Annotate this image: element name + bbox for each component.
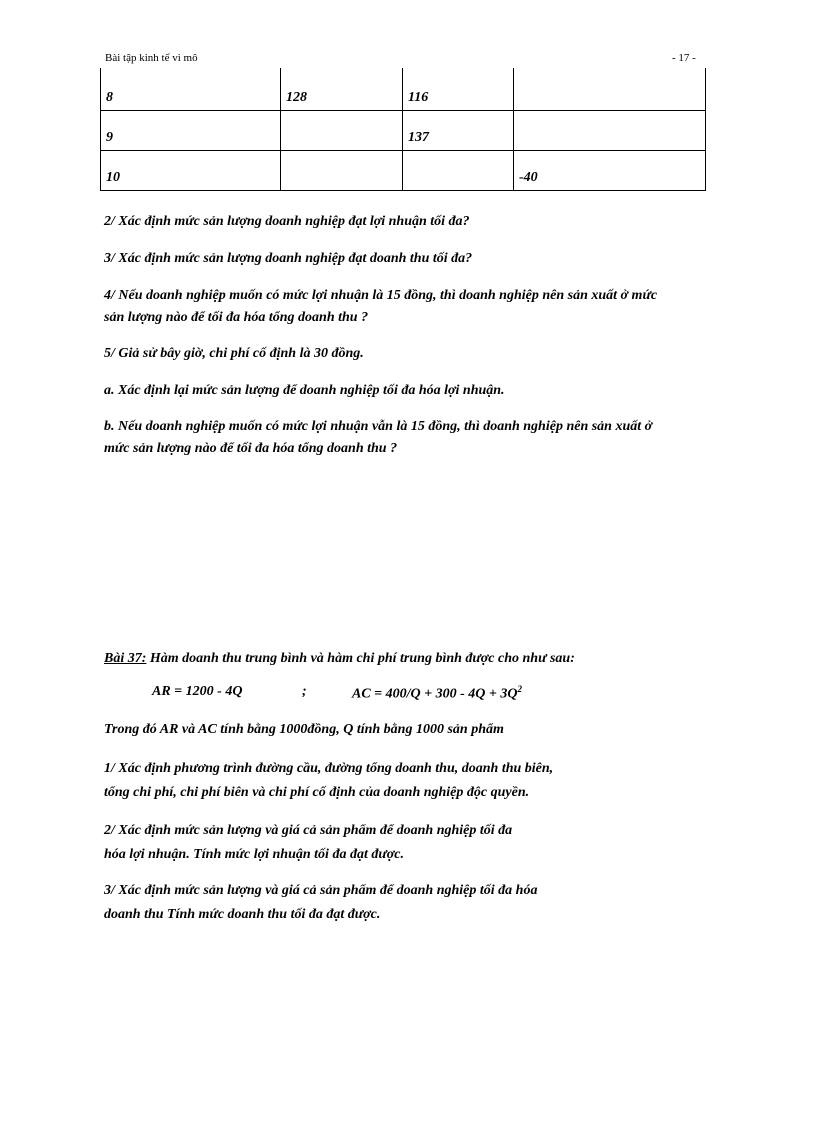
question-5b-line1: b. Nếu doanh nghiệp muốn có mức lợi nhuận vẫn là 15 đồng, thì doanh nghiệp nên sản xuất ở	[104, 419, 653, 434]
table-cell: -40	[514, 150, 706, 190]
ac-formula-text: AC = 400/Q + 300 - 4Q + 3Q	[352, 686, 518, 702]
units-note: Trong đó AR và AC tính bằng 1000đồng, Q tính bằng 1000 sản phẩm	[104, 722, 504, 737]
exercise-37-question-3	[104, 880, 769, 926]
table-cell: 9	[101, 110, 281, 150]
exercise-37-intro: Hàm doanh thu trung bình và hàm chi phí trung bình được cho như sau:	[146, 651, 575, 666]
question-4	[104, 285, 769, 329]
question-5b-line2: mức sản lượng nào để tối đa hóa tổng doanh thu ?	[104, 441, 398, 456]
ar-formula: AR = 1200 - 4Q	[152, 684, 243, 699]
question-5b	[104, 416, 769, 460]
exercise-37-q2-line2: hóa lợi nhuận. Tính mức lợi nhuận tối đa đạt được.	[104, 847, 404, 862]
exercise-37-question-1	[104, 758, 769, 804]
exercise-37-q3-line2: doanh thu Tính mức doanh thu tối đa đạt được.	[104, 907, 381, 922]
table-cell: 8	[101, 68, 281, 110]
ac-formula	[352, 684, 522, 703]
exercise-37-heading	[104, 648, 769, 670]
table-cell: 116	[403, 68, 514, 110]
table-cell	[514, 68, 706, 110]
table-cell	[281, 150, 403, 190]
table-cell: 137	[403, 110, 514, 150]
question-4-line2: sản lượng nào để tối đa hóa tổng doanh thu ?	[104, 310, 369, 325]
table-cell: 10	[101, 150, 281, 190]
question-3: 3/ Xác định mức sản lượng doanh nghiệp đạt doanh thu tối đa?	[104, 251, 473, 266]
question-4-line1: 4/ Nếu doanh nghiệp muốn có mức lợi nhuận là 15 đồng, thì doanh nghiệp nên sản xuất ở mức	[104, 288, 658, 303]
question-5: 5/ Giả sử bây giờ, chi phí cố định là 30 đồng.	[104, 346, 364, 361]
exercise-37-q3-line1: 3/ Xác định mức sản lượng và giá cả sản phẩm để doanh nghiệp tối đa hóa	[104, 883, 538, 898]
table-row	[101, 110, 706, 150]
table-cell	[514, 110, 706, 150]
exercise-37-q1-line2: tổng chi phí, chi phí biên và chi phí cố định của doanh nghiệp độc quyền.	[104, 785, 530, 800]
exercise-37-title: Bài 37:	[104, 651, 147, 666]
ac-exponent: 2	[517, 684, 522, 694]
table-cell	[281, 110, 403, 150]
table-cell	[403, 150, 514, 190]
question-2: 2/ Xác định mức sản lượng doanh nghiệp đạt lợi nhuận tối đa?	[104, 214, 470, 229]
table-row	[101, 68, 706, 110]
table-row	[101, 150, 706, 190]
data-table	[100, 68, 706, 191]
running-header-title: Bài tập kinh tế vi mô	[105, 52, 198, 64]
exercise-37-q1-line1: 1/ Xác định phương trình đường cầu, đường tổng doanh thu, doanh thu biên,	[104, 761, 554, 776]
exercise-37-question-2	[104, 820, 769, 866]
table-cell: 128	[281, 68, 403, 110]
question-5a: a. Xác định lại mức sản lượng để doanh nghiệp tối đa hóa lợi nhuận.	[104, 383, 505, 398]
formula-separator: ;	[302, 684, 307, 699]
exercise-37-q2-line1: 2/ Xác định mức sản lượng và giá cả sản phẩm để doanh nghiệp tối đa	[104, 823, 513, 838]
page-number: - 17 -	[672, 52, 696, 64]
